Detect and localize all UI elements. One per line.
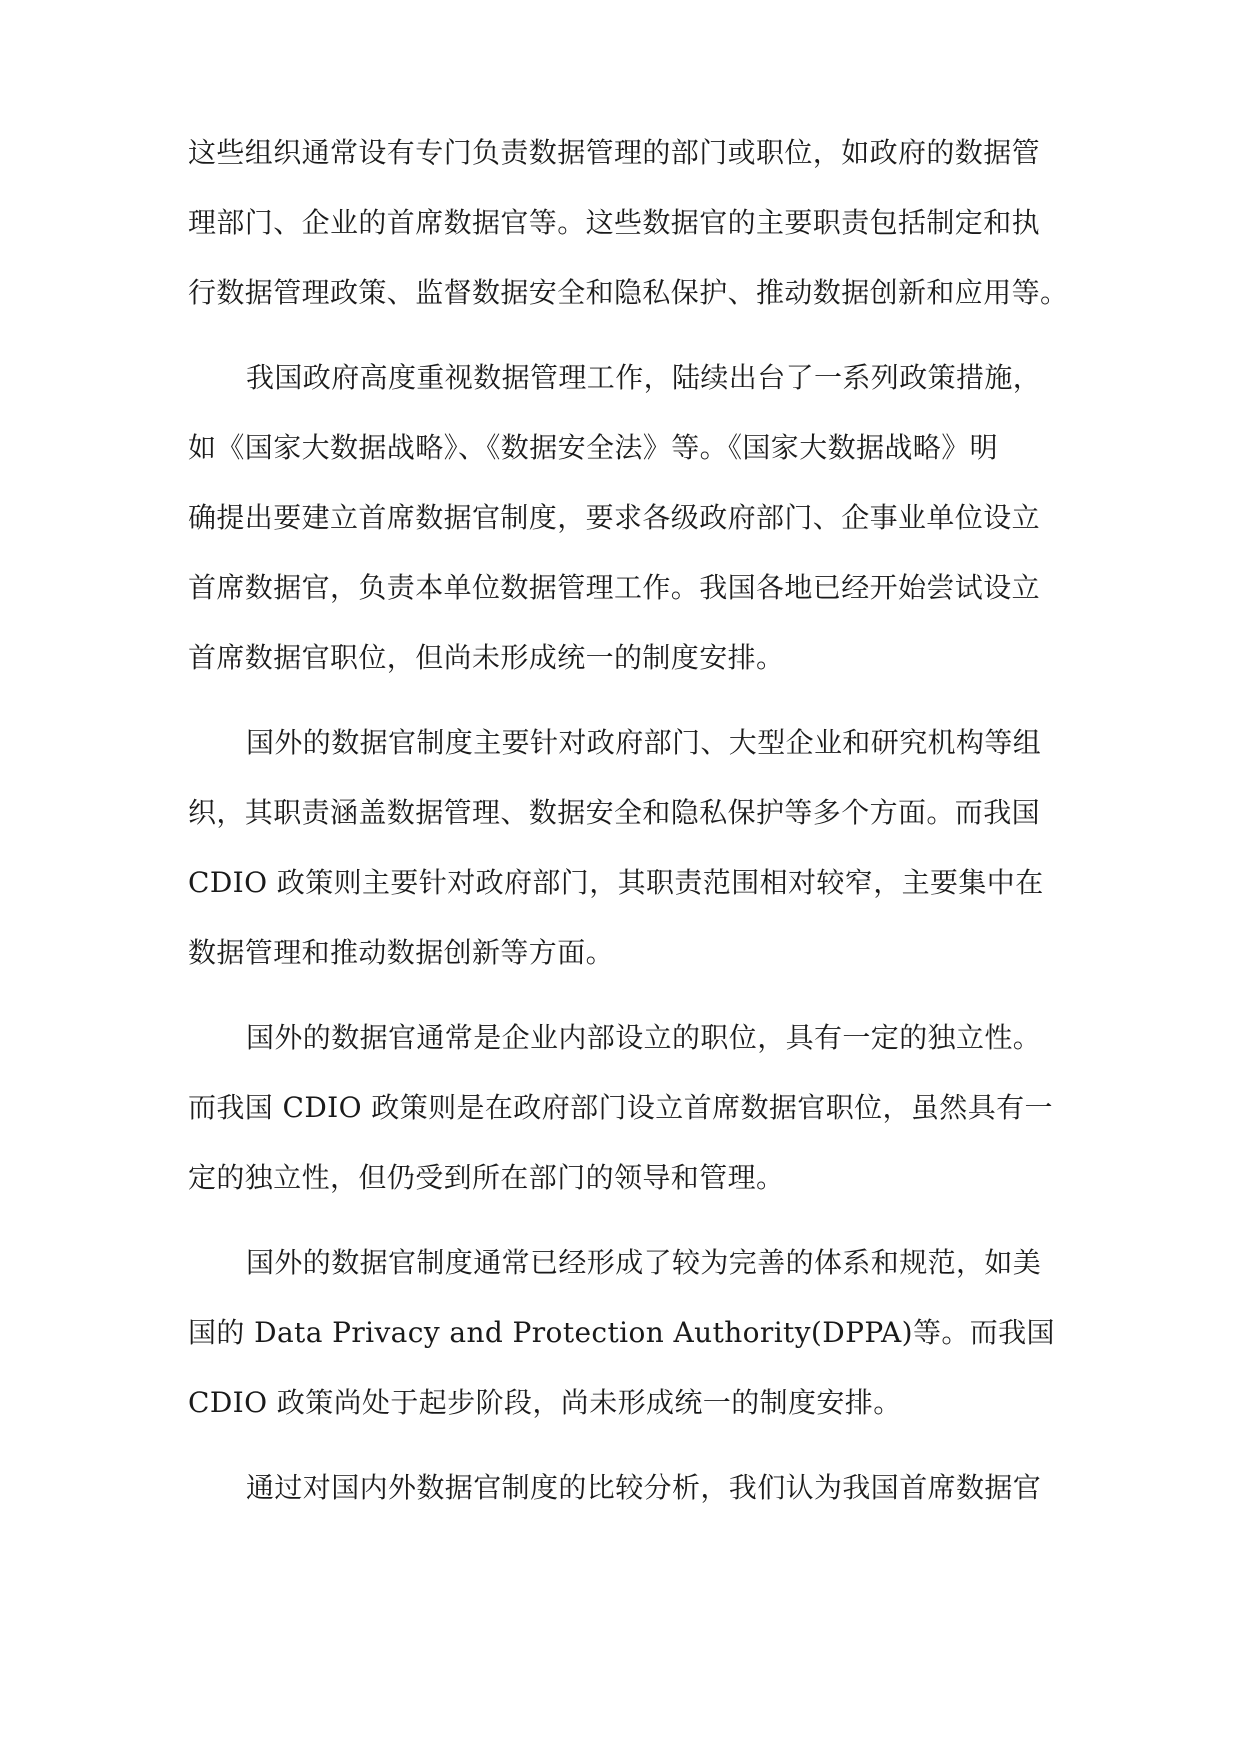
text-line: 理部门、企业的首席数据官等。这些数据官的主要职责包括制定和执: [188, 206, 1041, 239]
text-line: 首席数据官，负责本单位数据管理工作。我国各地已经开始尝试设立: [188, 571, 1041, 604]
text-line: CDIO 政策尚处于起步阶段，尚未形成统一的制度安排。: [188, 1386, 902, 1419]
text-line: 国的 Data Privacy and Protection Authority(DPPA)等。而我国: [188, 1316, 1055, 1349]
text-line: 确提出要建立首席数据官制度，要求各级政府部门、企事业单位设立: [188, 501, 1041, 534]
text-line: 行数据管理政策、监督数据安全和隐私保护、推动数据创新和应用等。: [188, 276, 1069, 309]
paragraph-first-line: 国外的数据官制度通常已经形成了较为完善的体系和规范，如美: [246, 1246, 1042, 1279]
paragraph-first-line: 国外的数据官制度主要针对政府部门、大型企业和研究机构等组: [246, 726, 1042, 759]
text-line: 定的独立性，但仍受到所在部门的领导和管理。: [188, 1161, 785, 1194]
text-line: 首席数据官职位，但尚未形成统一的制度安排。: [188, 641, 785, 674]
paragraph-first-line: 国外的数据官通常是企业内部设立的职位，具有一定的独立性。: [246, 1021, 1042, 1054]
text-line: CDIO 政策则主要针对政府部门，其职责范围相对较窄，主要集中在: [188, 866, 1044, 899]
paragraph-first-line: 通过对国内外数据官制度的比较分析，我们认为我国首席数据官: [246, 1471, 1042, 1504]
text-line: 数据管理和推动数据创新等方面。: [188, 936, 615, 969]
text-line: 而我国 CDIO 政策则是在政府部门设立首席数据官职位，虽然具有一: [188, 1091, 1053, 1124]
text-line: 织，其职责涵盖数据管理、数据安全和隐私保护等多个方面。而我国: [188, 796, 1041, 829]
text-line: 如《国家大数据战略》、《数据安全法》等。《国家大数据战略》明: [188, 431, 999, 464]
paragraph-first-line: 我国政府高度重视数据管理工作，陆续出台了一系列政策措施，: [246, 361, 1042, 394]
text-line: 这些组织通常设有专门负责数据管理的部门或职位，如政府的数据管: [188, 136, 1041, 169]
